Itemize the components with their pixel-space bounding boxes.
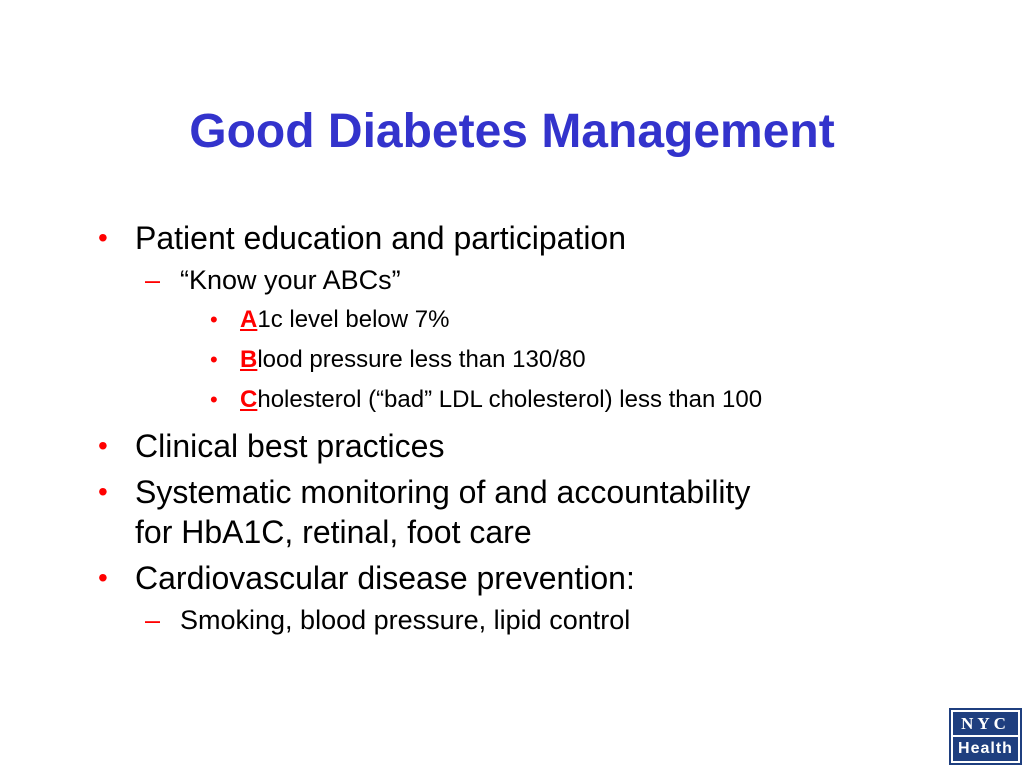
list-item [98,472,938,552]
bullet-icon: • [98,562,108,593]
abc-text: holesterol (“bad” LDL cholesterol) less than 100 [257,386,763,413]
dash-icon: – [145,265,161,295]
abc-item-a [98,300,938,340]
abc-letter: B [240,346,258,373]
slide-title: Good Diabetes Management [189,105,835,158]
nyc-health-logo [949,708,1022,765]
bullet-list [98,218,938,640]
sub-list-item [98,600,938,640]
bullet-icon: • [210,387,218,412]
bullet-icon: • [210,307,218,332]
sub-list-item [98,260,938,300]
abc-item-b [98,340,938,380]
sub-list-item-text: Smoking, blood pressure, lipid control [180,605,631,635]
list-item-text: Patient education and participation [135,220,627,256]
bullet-icon: • [210,347,218,372]
abc-letter: A [240,306,258,333]
abc-letter: C [240,386,258,413]
abc-item-c [98,380,938,420]
abc-text: lood pressure less than 130/80 [257,346,586,373]
abc-text: 1c level below 7% [257,306,450,333]
list-item-text: Cardiovascular disease prevention: [135,560,635,596]
list-item [98,218,938,258]
logo-top-text: NYC [953,712,1018,735]
list-item-text-line2: for HbA1C, retinal, foot care [135,514,532,550]
bullet-icon: • [98,430,108,461]
sub-list-item-text: “Know your ABCs” [180,265,401,295]
list-item-text: Clinical best practices [135,428,445,464]
list-item [98,558,938,598]
logo-bottom-text: Health [953,737,1018,761]
list-item-text-line1: Systematic monitoring of and accountability [135,474,751,510]
dash-icon: – [145,605,161,635]
bullet-icon: • [98,476,108,507]
list-item [98,426,938,466]
bullet-icon: • [98,222,108,253]
